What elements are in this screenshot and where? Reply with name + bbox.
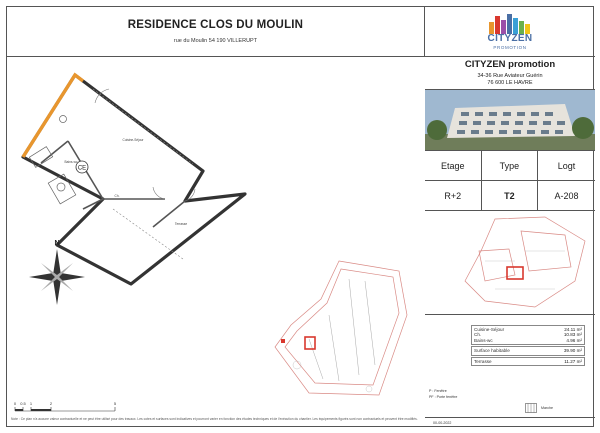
floor-location-plan <box>425 211 595 315</box>
scale-label: 1 <box>29 401 33 406</box>
scale-bar <box>11 399 121 415</box>
surface-row: Cuisine-Séjour 24.11 m² <box>474 327 582 332</box>
header-logt: Logt <box>538 151 595 181</box>
parking-line <box>365 281 375 365</box>
sink <box>60 116 67 123</box>
scale-segment <box>31 409 51 411</box>
info-panel <box>425 7 595 428</box>
north-compass <box>27 237 87 309</box>
building-footprint-inner <box>285 269 399 385</box>
plan-sheet <box>6 6 594 427</box>
header-etage: Etage <box>425 151 482 181</box>
footer-date: 00-00-2022 <box>433 421 452 425</box>
scale-label: 5 <box>113 401 117 406</box>
footer <box>425 417 595 428</box>
room-label-bains: Bains-wc <box>64 160 78 164</box>
ce-label: CE <box>77 165 87 172</box>
building-outline <box>465 217 585 307</box>
washing-machine <box>57 183 65 191</box>
title-block <box>7 7 425 57</box>
dashed-line <box>113 209 183 259</box>
building-photo <box>425 89 595 151</box>
compass-arrow-north <box>53 249 61 277</box>
room-label-sejour: Cuisine-Séjour <box>122 138 144 142</box>
value-type: T2 <box>482 181 539 211</box>
accent-wall <box>23 75 83 157</box>
door-arc <box>153 187 165 199</box>
compass-arrow-west <box>29 273 55 281</box>
compass-arrow-east <box>59 273 85 281</box>
tree <box>366 386 372 392</box>
scale-label: 2 <box>49 401 53 406</box>
value-etage: R+2 <box>425 181 482 211</box>
room-label-chambre: Ch. <box>114 194 120 198</box>
header-type: Type <box>482 151 539 181</box>
apartment-location-marker <box>305 337 315 349</box>
surface-row: Ch. 10.83 m² <box>474 332 582 338</box>
scale-segment <box>15 409 23 411</box>
extra-block <box>471 357 585 366</box>
residence-address: rue du Moulin 54 190 VILLERUPT <box>173 38 258 44</box>
company-info <box>425 59 595 86</box>
scale-label: 0 <box>13 401 17 406</box>
apartment-location-marker-small <box>281 339 285 343</box>
room-label-terrasse: Terrasse <box>174 222 188 226</box>
surface-total-row: Surface habitable 39.90 m² <box>474 348 582 354</box>
value-logt: A-208 <box>538 181 595 211</box>
company-name: CITYZEN promotion <box>464 59 556 70</box>
tree <box>572 117 594 139</box>
rooms-block <box>471 325 585 345</box>
compass-arrow-south <box>53 277 61 305</box>
city-skyline-icon <box>485 12 535 34</box>
brand-sub: PROMOTION <box>493 45 527 50</box>
apartment-highlight <box>507 267 523 279</box>
building-wing <box>479 249 515 281</box>
total-block <box>471 346 585 355</box>
legend-marche: Marche <box>541 406 553 410</box>
company-street: 34-36 Rue Aviateur Guérin <box>477 73 543 79</box>
legend-item: P : Fenêtre <box>429 389 447 393</box>
tree <box>427 120 447 140</box>
site-plan <box>269 255 419 403</box>
parking-line <box>349 279 359 375</box>
scale-label: 0.5 <box>20 401 26 406</box>
stairs-icon <box>525 403 537 413</box>
surface-table <box>471 325 585 379</box>
legend-item: PF : Porte fenêtre <box>429 395 458 399</box>
residence-title: RESIDENCE CLOS DU MOULIN <box>127 19 304 31</box>
surface-row: Bains-wc 4.96 m² <box>474 337 582 343</box>
disclaimer-text: Note : Ce plan n'a aucune valeur contractuelle et ne peut être utilisé pour des travaux. Les cotes et surfaces sont indicatives et pourront varier en fonction des études techniques et de l'exécution du chantier. Les équipements figurés sont non contractuels et peuvent être modifiés. <box>11 417 418 421</box>
company-city: 76 600 LE HAVRE <box>487 80 533 86</box>
lot-info-grid <box>425 151 595 211</box>
surface-terrace-row: Terrasse 11.27 m² <box>474 358 582 364</box>
brand-logo <box>425 7 595 57</box>
building-footprint <box>275 261 407 395</box>
parking-line <box>309 339 323 379</box>
brand-name: CITYZEN <box>487 33 533 44</box>
parking-line <box>329 315 339 381</box>
north-label: N <box>54 240 60 247</box>
